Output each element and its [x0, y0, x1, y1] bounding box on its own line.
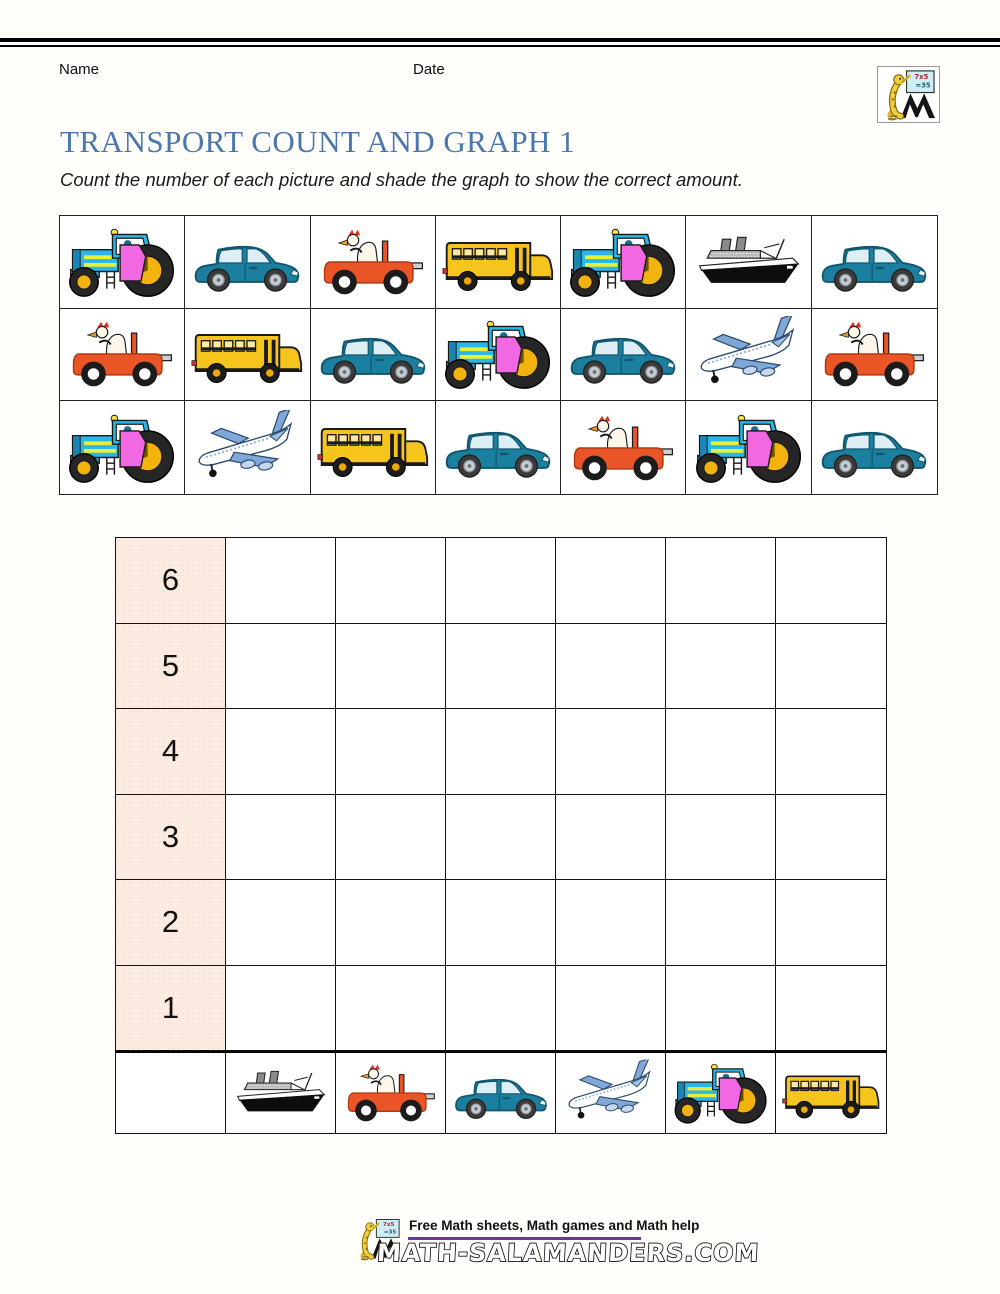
picture-cell: [60, 216, 185, 309]
footer-wordmark: MATH-SALAMANDERS.COM: [376, 1239, 761, 1267]
suv-icon: [190, 223, 304, 301]
site-logo-icon: [877, 66, 940, 123]
graph-cell[interactable]: [556, 880, 666, 966]
graph-cell[interactable]: [336, 795, 446, 881]
suv-icon: [441, 409, 555, 487]
graph-cell[interactable]: [446, 624, 556, 710]
suv-icon: [316, 315, 430, 393]
graph-cell[interactable]: [776, 709, 886, 795]
graph-grid: [115, 537, 887, 1134]
graph-cell[interactable]: [226, 966, 336, 1052]
tractor-icon: [441, 315, 555, 393]
graph-cell[interactable]: [226, 624, 336, 710]
picture-cell: [311, 309, 436, 402]
graph-cell[interactable]: [446, 966, 556, 1052]
graph-cell[interactable]: [776, 880, 886, 966]
picture-cell: [436, 216, 561, 309]
tractor-icon: [671, 1059, 771, 1127]
graph-column-icon-cell: [226, 1051, 336, 1133]
graph-cell[interactable]: [776, 795, 886, 881]
picture-cell: [436, 401, 561, 494]
graph-column-icon-cell: [556, 1051, 666, 1133]
picture-cell: [311, 401, 436, 494]
picture-cell: [561, 401, 686, 494]
graph-cell[interactable]: [226, 795, 336, 881]
suv-icon: [817, 409, 931, 487]
picture-cell: [60, 401, 185, 494]
graph-cell[interactable]: [446, 880, 556, 966]
bus-icon: [781, 1059, 881, 1127]
graph-cell[interactable]: [556, 624, 666, 710]
footer-board-line1: 7x5: [382, 1222, 395, 1228]
top-rule-thick: [0, 38, 1000, 42]
graph-cell[interactable]: [776, 966, 886, 1052]
picture-grid: [59, 215, 938, 495]
logo-board-line2: =35: [915, 81, 931, 90]
graph-cell[interactable]: [556, 966, 666, 1052]
graph-cell[interactable]: [776, 624, 886, 710]
graph-row-label: 3: [116, 795, 226, 881]
red-car-icon: [566, 409, 680, 487]
tractor-icon: [65, 223, 179, 301]
footer-board-line2: =35: [383, 1229, 397, 1236]
red-car-icon: [817, 315, 931, 393]
picture-cell: [185, 216, 310, 309]
graph-cell[interactable]: [446, 709, 556, 795]
date-label: Date: [413, 61, 445, 78]
graph-cell[interactable]: [336, 880, 446, 966]
picture-cell: [812, 401, 937, 494]
picture-cell: [686, 216, 811, 309]
red-car-icon: [341, 1059, 441, 1127]
tractor-icon: [692, 409, 806, 487]
name-label: Name: [59, 61, 100, 78]
bus-icon: [190, 315, 304, 393]
picture-cell: [311, 216, 436, 309]
graph-column-icon-cell: [336, 1051, 446, 1133]
bus-icon: [316, 409, 430, 487]
top-rule-thin: [0, 45, 1000, 47]
graph-cell[interactable]: [556, 709, 666, 795]
graph-cell[interactable]: [776, 538, 886, 624]
picture-cell: [436, 309, 561, 402]
graph-cell[interactable]: [226, 709, 336, 795]
ship-icon: [231, 1059, 331, 1127]
picture-cell: [60, 309, 185, 402]
graph-column-icon-cell: [776, 1051, 886, 1133]
suv-icon: [566, 315, 680, 393]
ship-icon: [692, 223, 806, 301]
red-car-icon: [316, 223, 430, 301]
picture-cell: [185, 401, 310, 494]
graph-cell[interactable]: [666, 795, 776, 881]
graph-cell[interactable]: [666, 880, 776, 966]
airplane-icon: [692, 315, 806, 393]
picture-cell: [812, 216, 937, 309]
graph-cell[interactable]: [446, 538, 556, 624]
graph-cell[interactable]: [666, 709, 776, 795]
graph-cell[interactable]: [336, 538, 446, 624]
graph-cell[interactable]: [336, 624, 446, 710]
graph-cell[interactable]: [556, 538, 666, 624]
logo-board-line1: 7x5: [914, 72, 929, 81]
picture-cell: [812, 309, 937, 402]
picture-cell: [686, 401, 811, 494]
suv-icon: [817, 223, 931, 301]
graph-cell[interactable]: [556, 795, 666, 881]
graph-row-label: 6: [116, 538, 226, 624]
red-car-icon: [65, 315, 179, 393]
tractor-icon: [566, 223, 680, 301]
page-title: TRANSPORT COUNT AND GRAPH 1: [60, 124, 576, 159]
graph-column-icon-cell: [666, 1051, 776, 1133]
picture-cell: [561, 216, 686, 309]
graph-cell[interactable]: [666, 624, 776, 710]
graph-row-label: 4: [116, 709, 226, 795]
graph-row-label: 1: [116, 966, 226, 1052]
graph-cell[interactable]: [666, 538, 776, 624]
graph-corner-cell: [116, 1051, 226, 1133]
suv-icon: [451, 1059, 551, 1127]
graph-row-label: 5: [116, 624, 226, 710]
footer-tagline: Free Math sheets, Math games and Math help: [409, 1218, 700, 1233]
picture-cell: [686, 309, 811, 402]
instruction-text: Count the number of each picture and shade the graph to show the correct amount.: [60, 169, 743, 190]
graph-cell[interactable]: [446, 795, 556, 881]
airplane-icon: [561, 1059, 661, 1127]
picture-cell: [561, 309, 686, 402]
bus-icon: [441, 223, 555, 301]
graph-cell[interactable]: [336, 709, 446, 795]
graph-cell[interactable]: [336, 966, 446, 1052]
graph-cell[interactable]: [666, 966, 776, 1052]
footer: [352, 1206, 761, 1278]
airplane-icon: [190, 409, 304, 487]
graph-column-icon-cell: [446, 1051, 556, 1133]
graph-row-label: 2: [116, 880, 226, 966]
graph-cell[interactable]: [226, 880, 336, 966]
graph-cell[interactable]: [226, 538, 336, 624]
tractor-icon: [65, 409, 179, 487]
picture-cell: [185, 309, 310, 402]
